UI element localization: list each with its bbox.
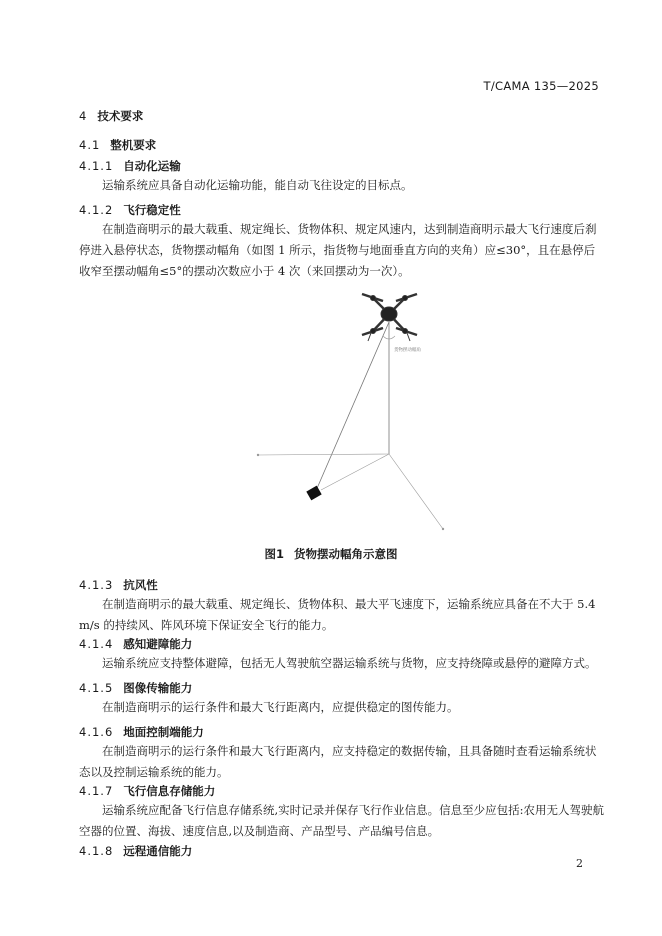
section-number: 4.1.3 — [79, 578, 114, 592]
figure-caption — [0, 546, 662, 562]
section-4-1-3-text: 在制造商明示的最大载重、规定绳长、货物体积、最大平飞速度下，运输系统应具备在不大于 5.4 m/s 的持续风、阵风环境下保证安全飞行的能力。 — [79, 597, 600, 632]
section-title: 飞行稳定性 — [123, 203, 181, 217]
section-number: 4.1.6 — [79, 725, 114, 739]
x-axis-end — [257, 454, 259, 456]
section-title: 整机要求 — [110, 138, 157, 152]
z-axis-line — [321, 454, 389, 490]
section-title: 飞行信息存储能力 — [123, 784, 216, 798]
section-title: 远程通信能力 — [123, 844, 193, 858]
y-axis-end — [442, 528, 444, 530]
x-axis-line — [258, 454, 389, 455]
figure-title: 货物摆动幅角示意图 — [294, 547, 398, 561]
section-title: 图像传输能力 — [123, 681, 193, 695]
section-4-1-heading — [79, 137, 156, 153]
section-title: 感知避障能力 — [123, 637, 193, 651]
cargo-swing-diagram — [255, 276, 460, 538]
cargo-rope-line — [315, 322, 389, 493]
section-title: 技术要求 — [97, 109, 144, 123]
section-4-1-4-heading — [79, 636, 192, 652]
section-4-1-4-text: 运输系统应支持整体避障，包括无人驾驶航空器运输系统与货物，应支持绕障或悬停的避障方式。 — [102, 656, 597, 670]
section-4-1-8-heading — [79, 843, 192, 859]
section-number: 4.1.2 — [79, 203, 114, 217]
section-4-1-7-heading — [79, 783, 215, 799]
page-number: 2 — [576, 857, 583, 870]
section-title: 抗风性 — [123, 578, 158, 592]
section-number: 4.1.5 — [79, 681, 114, 695]
standard-id: T/CAMA 135—2025 — [483, 79, 599, 93]
section-number: 4.1.1 — [79, 159, 114, 173]
section-number: 4.1.8 — [79, 844, 114, 858]
section-4-1-1-text: 运输系统应具备自动化运输功能，能自动飞往设定的目标点。 — [102, 178, 413, 192]
section-4-1-6-heading — [79, 724, 204, 740]
section-number: 4.1.4 — [79, 637, 114, 651]
section-title: 地面控制端能力 — [123, 725, 204, 739]
y-axis-line — [389, 454, 443, 529]
drone-icon — [362, 294, 417, 341]
section-number: 4.1.7 — [79, 784, 114, 798]
section-4-heading — [79, 108, 143, 124]
section-4-1-2-text: 在制造商明示的最大载重、规定绳长、货物体积、规定风速内，达到制造商明示最大飞行速度后刹停进入悬停状态，货物摆动幅角（如图 1 所示，指货物与地面垂直方向的夹角）应≤30°，且在悬停后收窄至摆动幅角≤5°的摆动次数应小于 4 次（来回摆动为一次）。 — [79, 222, 597, 278]
section-4-1-2-heading — [79, 202, 181, 218]
section-4-1-6-text: 在制造商明示的运行条件和最大飞行距离内，应支持稳定的数据传输，且具备随时查看运输系统状态以及控制运输系统的能力。 — [79, 744, 597, 779]
section-4-1-3-heading — [79, 577, 158, 593]
section-4-1-1-heading — [79, 158, 181, 174]
section-4-1-7-text: 运输系统应配备飞行信息存储系统,实时记录并保存飞行作业信息。信息至少应包括:农用无人驾驶航空器的位置、海拔、速度信息,以及制造商、产品型号、产品编号信息。 — [79, 803, 605, 838]
cargo-box-icon — [306, 486, 321, 501]
section-4-1-5-text: 在制造商明示的运行条件和最大飞行距离内，应提供稳定的图传能力。 — [102, 700, 459, 714]
section-number: 4.1 — [79, 138, 101, 152]
section-title: 自动化运输 — [123, 159, 181, 173]
section-number: 4 — [79, 109, 88, 123]
figure-number: 图1 — [264, 547, 284, 561]
swing-angle-label: 货物摆动幅角 — [394, 348, 421, 353]
section-4-1-5-heading — [79, 680, 192, 696]
